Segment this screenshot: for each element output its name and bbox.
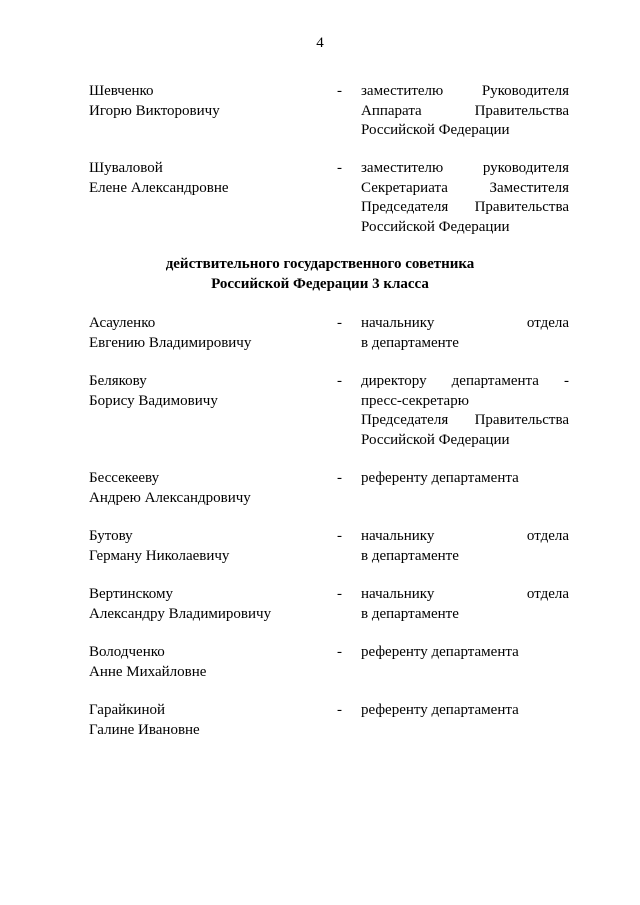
dash: - [337,702,342,718]
position-line: заместителю руководителя [361,160,569,176]
dash: - [337,315,342,331]
person-name [89,159,329,198]
rank-heading [0,255,640,294]
appointment-entry [89,701,569,781]
surname: Белякову [89,373,147,389]
given-names: Андрею Александровичу [89,489,251,506]
appointment-entry [89,159,569,239]
position-line: начальнику отдела [361,315,569,331]
position-title [361,314,569,353]
person-name [89,701,329,740]
position-line: директору департамента - [361,373,569,389]
position-line: референту департамента [361,644,519,660]
dash: - [337,586,342,602]
position-title [361,585,569,624]
position-line: референту департамента [361,702,519,718]
person-name [89,643,329,682]
given-names: Евгению Владимировичу [89,334,252,351]
surname: Шевченко [89,83,154,99]
surname: Володченко [89,644,165,660]
position-line: Российской Федерации [361,122,510,138]
rank-heading-line: Российской Федерации 3 класса [211,275,429,292]
surname: Гарайкиной [89,702,166,718]
given-names: Галине Ивановне [89,721,200,738]
person-name [89,372,329,411]
position-line: заместителю Руководителя [361,83,569,99]
person-name [89,82,329,121]
surname: Асауленко [89,315,156,331]
given-names: Игорю Викторовичу [89,102,220,119]
dash: - [337,528,342,544]
given-names: Александру Владимировичу [89,605,272,622]
position-line: в департаменте [361,605,459,622]
dash: - [337,160,342,176]
dash: - [337,644,342,660]
dash: - [337,373,342,389]
position-title [361,701,569,721]
position-line: Председателя Правительства [361,199,569,215]
given-names: Герману Николаевичу [89,547,230,564]
page-number: 4 [316,35,324,51]
person-name [89,527,329,566]
given-names: Анне Михайловне [89,663,207,680]
position-line: Российской Федерации [361,431,510,448]
person-name [89,314,329,353]
position-line: референту департамента [361,470,519,486]
position-line: Российской Федерации [361,218,510,235]
appointment-entry [89,82,569,162]
position-line: начальнику отдела [361,528,569,544]
dash: - [337,470,342,486]
position-line: Секретариата Заместителя [361,179,569,196]
rank-heading-line: действительного государственного советника [165,256,475,272]
surname: Шуваловой [89,160,163,176]
position-line: в департаменте [361,334,459,351]
dash: - [337,83,342,99]
surname: Бессекееву [89,470,160,486]
person-name [89,585,329,624]
person-name [89,469,329,508]
position-title [361,372,569,450]
position-title [361,82,569,141]
position-line: пресс-секретарю [361,392,469,409]
position-line: Аппарата Правительства [361,102,569,119]
given-names: Борису Вадимовичу [89,392,218,409]
position-title [361,469,569,489]
surname: Бутову [89,528,133,544]
surname: Вертинскому [89,586,173,602]
position-title [361,159,569,237]
given-names: Елене Александровне [89,179,229,196]
position-line: Председателя Правительства [361,412,569,428]
position-line: начальнику отдела [361,586,569,602]
appointment-entry [89,372,569,452]
position-title [361,643,569,663]
position-line: в департаменте [361,547,459,564]
position-title [361,527,569,566]
